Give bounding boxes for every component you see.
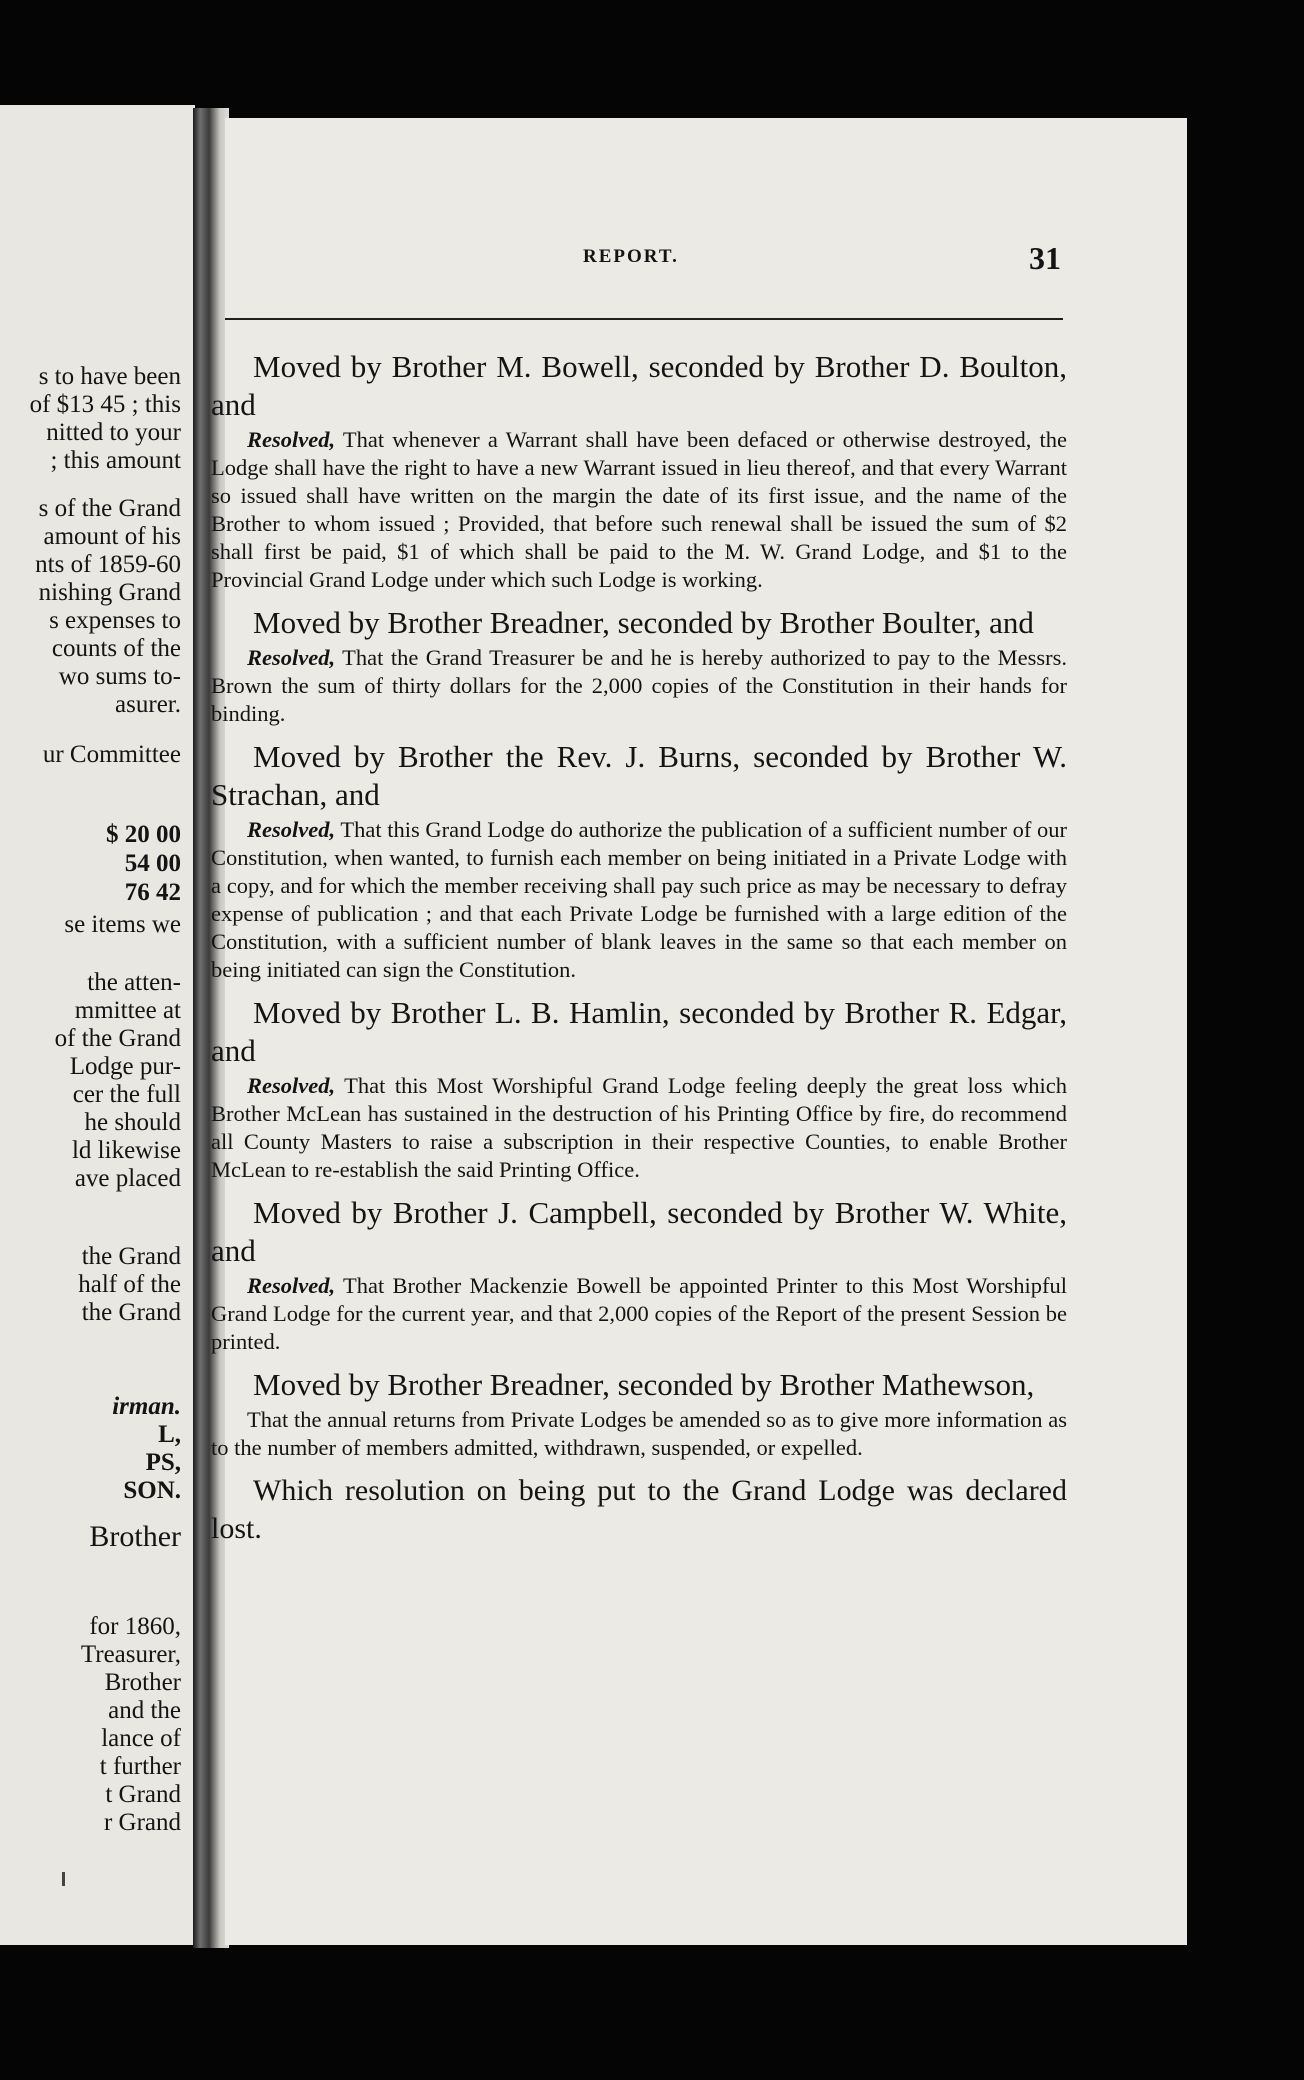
motion-block <box>211 348 1067 594</box>
left-line: irman. <box>112 1393 181 1420</box>
left-line: Treasurer, <box>80 1641 181 1668</box>
left-line: ur Committee <box>42 741 181 768</box>
left-line: se items we <box>64 911 181 938</box>
left-line: nishing Grand <box>38 579 181 606</box>
left-line: amount of his <box>43 523 181 550</box>
left-line: Lodge pur- <box>69 1053 181 1080</box>
resolution-text: That this Most Worshipful Grand Lodge feeling deeply the great loss which Brother McLean has sustained in the destruction of his Printing Office by fire, do recommend all County Masters to raise a subscription in their respective Counties, to enable Brother McLean to re-establish the said Printing Office. <box>211 1073 1067 1182</box>
resolved-label: Resolved, <box>247 645 336 670</box>
left-line: wo sums to- <box>58 663 181 690</box>
motion-block <box>211 604 1067 728</box>
resolution-paragraph <box>211 644 1067 728</box>
left-line: s expenses to <box>49 607 181 634</box>
page-31 <box>211 118 1187 1945</box>
resolved-label: Resolved, <box>247 1073 336 1098</box>
left-line: counts of the <box>51 635 181 662</box>
left-line: of the Grand <box>54 1025 181 1052</box>
left-line: s to have been <box>38 363 181 390</box>
left-line: mmittee at <box>74 997 181 1024</box>
resolved-label: Resolved, <box>247 1273 336 1298</box>
page-number: 31 <box>1029 240 1061 276</box>
motion-block <box>211 1366 1067 1462</box>
closing-statement: Which resolution on being put to the Grand Lodge was declared lost. <box>211 1474 1067 1545</box>
motion-heading: Moved by Brother Breadner, seconded by Brother Mathewson, <box>253 1367 1035 1402</box>
left-line: s of the Grand <box>38 495 181 522</box>
resolved-label: Resolved, <box>247 427 336 452</box>
resolution-text: That the annual returns from Private Lodges be amended so as to give more information as to the number of members admitted, withdrawn, suspended, or expelled. <box>211 1407 1067 1460</box>
left-line: for 1860, <box>89 1613 181 1640</box>
left-line: PS, <box>145 1449 181 1476</box>
resolution-text: That this Grand Lodge do authorize the publication of a sufficient number of our Constitution, when wanted, to furnish each member on being initiated in a Private Lodge with a copy, and for which the member receiving shall pay such price as may be necessary to defray expense of publication ; and that each Private Lodge be furnished with a large edition of the Constitution, with a sufficient number of blank leaves in the same so that each member on being initiated can sign the Constitution. <box>211 817 1067 982</box>
left-line: Brother <box>89 1520 181 1553</box>
left-line: ld likewise <box>71 1137 181 1164</box>
left-line: t Grand <box>105 1781 181 1808</box>
resolution-text: That the Grand Treasurer be and he is hereby authorized to pay to the Messrs. Brown the sum of thirty dollars for the 2,000 copies of the Constitution in their hands for binding. <box>211 645 1068 726</box>
left-line: 76 42 <box>124 879 181 906</box>
motion-heading: Moved by Brother M. Bowell, seconded by Brother D. Boulton, and <box>211 349 1067 422</box>
left-line: cer the full <box>72 1081 181 1108</box>
left-line: ; this amount <box>50 447 181 474</box>
resolution-text: That Brother Mackenzie Bowell be appointed Printer to this Most Worshipful Grand Lodge for the current year, and that 2,000 copies of the Report of the present Session be printed. <box>211 1273 1067 1354</box>
left-line: nts of 1859-60 <box>35 551 181 578</box>
previous-page-fragment <box>0 105 195 1945</box>
left-line: nitted to your <box>46 419 181 446</box>
resolution-paragraph <box>211 816 1067 984</box>
left-line: of $13 45 ; this <box>29 391 181 418</box>
left-line: asurer. <box>115 691 181 718</box>
motion-heading: Moved by Brother the Rev. J. Burns, seconded by Brother W. Strachan, and <box>211 739 1067 812</box>
resolution-text: That whenever a Warrant shall have been defaced or otherwise destroyed, the Lodge shall have the right to have a new Warrant issued in lieu thereof, and that every Warrant so issued shall have written on the margin the date of its first issue, and the name of the Brother to whom issued ; Provided, that before such renewal shall be issued the sum of $2 shall first be paid, $1 of which shall be paid to the M. W. Grand Lodge, and $1 to the Provincial Grand Lodge under which such Lodge is working. <box>211 427 1068 592</box>
left-line: SON. <box>123 1477 181 1504</box>
motion-block <box>211 1194 1067 1356</box>
motion-heading: Moved by Brother L. B. Hamlin, seconded by Brother R. Edgar, and <box>211 995 1067 1068</box>
left-line: L, <box>158 1421 181 1448</box>
resolution-paragraph <box>211 1272 1067 1356</box>
running-head: REPORT. <box>583 246 679 267</box>
margin-mark <box>62 1872 65 1886</box>
left-line: 54 00 <box>124 850 181 877</box>
header-rule <box>225 318 1063 320</box>
page-header <box>225 240 1187 286</box>
motion-block <box>211 994 1067 1184</box>
left-line: the Grand <box>81 1243 181 1270</box>
left-line: the Grand <box>81 1299 181 1326</box>
resolution-paragraph <box>211 426 1067 594</box>
resolution-paragraph <box>211 1072 1067 1184</box>
left-line: Brother <box>104 1669 181 1696</box>
left-line: t further <box>99 1753 181 1780</box>
left-line: lance of <box>101 1725 181 1752</box>
left-line: $ 20 00 <box>106 821 181 848</box>
left-line: r Grand <box>103 1809 181 1836</box>
left-line: he should <box>84 1109 181 1136</box>
page-body <box>211 348 1067 1548</box>
left-line: ave placed <box>74 1165 181 1192</box>
motion-heading: Moved by Brother Breadner, seconded by Brother Boulter, and <box>253 605 1034 640</box>
resolved-label: Resolved, <box>247 817 336 842</box>
left-line: the atten- <box>87 969 181 996</box>
left-line: and the <box>108 1697 181 1724</box>
motion-block <box>211 738 1067 984</box>
resolution-paragraph <box>211 1406 1067 1462</box>
left-line: half of the <box>78 1271 181 1298</box>
motion-heading: Moved by Brother J. Campbell, seconded by Brother W. White, and <box>211 1195 1067 1268</box>
